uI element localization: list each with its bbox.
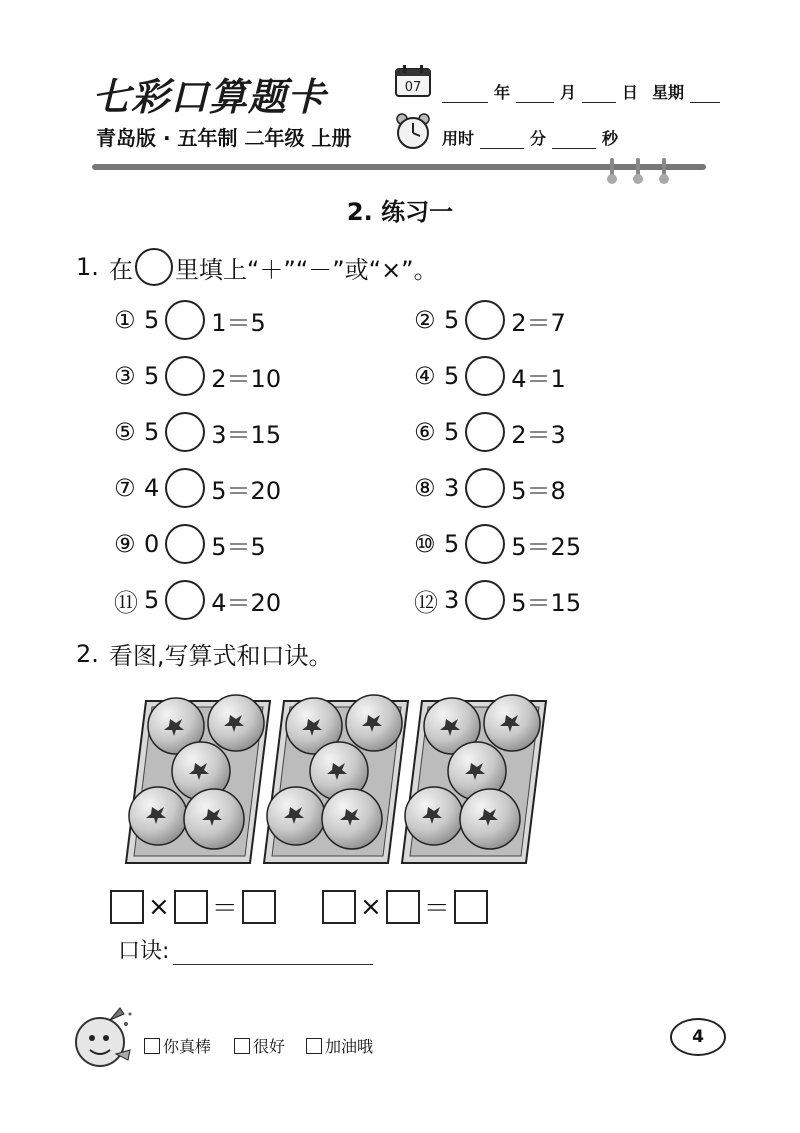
checkbox[interactable] <box>306 1038 322 1054</box>
question2-number: 2. <box>76 639 99 668</box>
item-number: ④ <box>414 362 436 390</box>
left-operand: 5 <box>144 586 160 614</box>
calendar-icon <box>394 64 432 98</box>
item-number: ⑦ <box>114 474 136 502</box>
clock-icon <box>394 112 432 150</box>
right-part: 5＝20 <box>211 476 282 505</box>
equation-item <box>414 580 581 620</box>
equation-item <box>414 524 581 564</box>
right-part: 4＝20 <box>211 588 282 617</box>
item-number: ① <box>114 306 136 334</box>
tray-of-fruit <box>126 695 270 863</box>
answer-box[interactable] <box>110 890 144 924</box>
equation-item <box>114 300 266 340</box>
seconds-label: 秒 <box>602 129 619 148</box>
seconds-blank[interactable] <box>552 132 596 149</box>
equation-item <box>414 412 566 452</box>
checkbox[interactable] <box>234 1038 250 1054</box>
right-part: 5＝15 <box>511 588 582 617</box>
edition-label: 青岛版 · 五年制 二年级 上册 <box>96 126 352 150</box>
tomato-trays-illustration <box>118 683 550 868</box>
lesson-title: 2. 练习一 <box>346 198 454 226</box>
right-part: 5＝8 <box>511 476 566 505</box>
time-fields <box>442 126 618 149</box>
times-sign: × <box>148 891 170 922</box>
multiplication-answer-row <box>322 888 488 925</box>
operator-answer-circle[interactable] <box>165 300 205 340</box>
item-number: ⑫ <box>414 588 438 617</box>
left-operand: 4 <box>144 474 160 502</box>
right-part: 2＝3 <box>511 420 566 449</box>
left-operand: 5 <box>444 530 460 558</box>
time-used-label: 用时 <box>442 129 475 148</box>
question1-number: 1. <box>76 253 99 281</box>
left-operand: 5 <box>144 306 160 334</box>
left-operand: 5 <box>144 418 160 446</box>
feedback-option-label: 你真棒 <box>163 1037 212 1056</box>
equation-item <box>114 468 281 508</box>
tray-of-fruit <box>264 695 408 863</box>
operator-answer-circle[interactable] <box>465 468 505 508</box>
feedback-option-label: 加油哦 <box>325 1037 374 1056</box>
operator-answer-circle[interactable] <box>465 524 505 564</box>
feedback-option[interactable] <box>144 1034 211 1057</box>
equation-item <box>114 412 281 452</box>
left-operand: 5 <box>144 362 160 390</box>
operator-answer-circle[interactable] <box>465 412 505 452</box>
item-number: ② <box>414 306 436 334</box>
mnemonic-label: 口诀: <box>118 939 170 964</box>
right-part: 1＝5 <box>211 308 266 337</box>
weekday-label: 星期 <box>652 83 685 102</box>
operator-answer-circle[interactable] <box>465 356 505 396</box>
mnemonic-row <box>118 934 373 965</box>
right-part: 2＝7 <box>511 308 566 337</box>
mnemonic-answer-line[interactable] <box>173 936 373 965</box>
tray-of-fruit <box>402 695 546 863</box>
right-part: 2＝10 <box>211 364 282 393</box>
mascot-icon <box>70 1004 136 1074</box>
item-number: ⑧ <box>414 474 436 502</box>
left-operand: 0 <box>144 530 160 558</box>
binder-pin <box>636 158 640 180</box>
year-blank[interactable] <box>442 86 488 103</box>
operator-answer-circle[interactable] <box>465 300 505 340</box>
equation-item <box>414 300 566 340</box>
equation-item <box>414 468 566 508</box>
question2-heading <box>76 636 333 671</box>
right-part: 4＝1 <box>511 364 566 393</box>
binder-pin <box>662 158 666 180</box>
equals-sign: ＝ <box>211 894 238 924</box>
minutes-label: 分 <box>530 129 547 148</box>
left-operand: 5 <box>444 418 460 446</box>
equation-item <box>114 580 281 620</box>
year-label: 年 <box>494 83 511 102</box>
answer-box[interactable] <box>322 890 356 924</box>
circle-symbol-icon <box>135 248 173 286</box>
item-number: ⑪ <box>114 588 138 617</box>
operator-answer-circle[interactable] <box>165 412 205 452</box>
right-part: 3＝15 <box>211 420 282 449</box>
question1-heading <box>76 248 438 286</box>
operator-answer-circle[interactable] <box>165 580 205 620</box>
equals-sign: ＝ <box>423 894 450 924</box>
calendar-day-text: 07 <box>404 80 422 95</box>
answer-box[interactable] <box>454 890 488 924</box>
page-number: 4 <box>670 1018 726 1056</box>
feedback-option[interactable] <box>234 1034 285 1057</box>
question1-prompt-end: 里填上“＋”“－”或“×”。 <box>174 255 438 284</box>
left-operand: 3 <box>444 586 460 614</box>
right-part: 5＝5 <box>211 532 266 561</box>
weekday-blank[interactable] <box>690 86 720 103</box>
operator-answer-circle[interactable] <box>165 356 205 396</box>
answer-box[interactable] <box>242 890 276 924</box>
day-label: 日 <box>622 83 639 102</box>
operator-answer-circle[interactable] <box>165 524 205 564</box>
feedback-option-label: 很好 <box>253 1037 286 1056</box>
binder-pin <box>610 158 614 180</box>
feedback-option[interactable] <box>306 1034 373 1057</box>
question2-prompt: 看图,写算式和口诀。 <box>108 642 333 670</box>
operator-answer-circle[interactable] <box>165 468 205 508</box>
brand-title: 七彩口算题卡 <box>92 75 327 119</box>
item-number: ③ <box>114 362 136 390</box>
equation-item <box>114 524 266 564</box>
month-label: 月 <box>560 83 577 102</box>
item-number: ⑩ <box>414 530 436 558</box>
operator-answer-circle[interactable] <box>465 580 505 620</box>
item-number: ⑨ <box>114 530 136 558</box>
date-fields <box>442 80 720 103</box>
checkbox[interactable] <box>144 1038 160 1054</box>
answer-box[interactable] <box>174 890 208 924</box>
month-blank[interactable] <box>516 86 554 103</box>
day-blank[interactable] <box>582 86 616 103</box>
equation-item <box>414 356 566 396</box>
left-operand: 5 <box>444 306 460 334</box>
left-operand: 3 <box>444 474 460 502</box>
multiplication-answer-row <box>110 888 276 925</box>
equation-item <box>114 356 281 396</box>
answer-box[interactable] <box>386 890 420 924</box>
question1-prompt-start: 在 <box>108 255 133 284</box>
times-sign: × <box>360 891 382 922</box>
right-part: 5＝25 <box>511 532 582 561</box>
minutes-blank[interactable] <box>480 132 524 149</box>
item-number: ⑥ <box>414 418 436 446</box>
item-number: ⑤ <box>114 418 136 446</box>
left-operand: 5 <box>444 362 460 390</box>
